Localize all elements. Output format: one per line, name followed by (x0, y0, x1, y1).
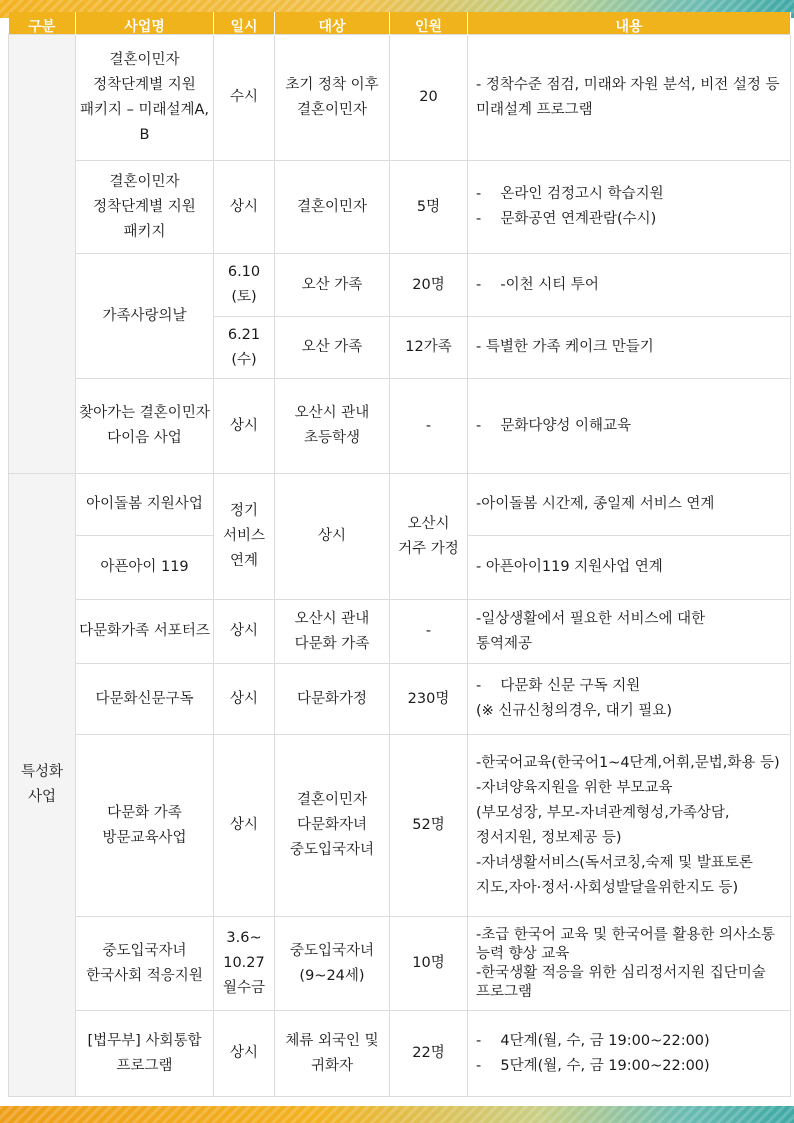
table-row (9, 735, 791, 917)
row-target: 오산 가족 (275, 254, 390, 317)
row-content (468, 600, 791, 664)
row-name: 다문화신문구독 (76, 664, 214, 735)
row-name: 다문화가족 서포터즈 (76, 600, 214, 664)
row-date: 수시 (214, 35, 275, 161)
row-count: - (390, 600, 468, 664)
table-row (9, 35, 791, 161)
row-name: 아이돌봄 지원사업 (76, 474, 214, 536)
row-target: 결혼이민자 다문화자녀 중도입국자녀 (275, 735, 390, 917)
content-line: 지도,자아·정서·사회성발달을위한지도 등) (476, 879, 739, 896)
row-count: 22명 (390, 1011, 468, 1097)
table-row (9, 379, 791, 474)
content-line: 정서지원, 정보제공 등) (476, 829, 622, 846)
content-line: - 특별한 가족 케이크 만들기 (476, 339, 654, 355)
row-date: 정기 서비스 연계 (214, 474, 275, 600)
content-line: - -이천 시티 투어 (476, 276, 599, 293)
content-line: -자녀생활서비스(독서코칭,숙제 및 발표토론 (476, 854, 753, 871)
row-count: 230명 (390, 664, 468, 735)
row-name: [법무부] 사회통합 프로그램 (76, 1011, 214, 1097)
table-header-row (9, 12, 791, 35)
table-row (9, 254, 791, 317)
row-name: 아픈아이 119 (76, 536, 214, 600)
content-line: -초급 한국어 교육 및 한국어를 활용한 의사소통 능력 향상 교육 (476, 926, 776, 962)
header-gubun: 구분 (9, 12, 76, 35)
content-line: -한국어교육(한국어1~4단계,어휘,문법,화용 등) (476, 754, 780, 771)
row-count: - (390, 379, 468, 474)
table-row (9, 600, 791, 664)
row-name: 결혼이민자 정착단계별 지원 패키지 – 미래설계A, B (76, 35, 214, 161)
table-row (9, 1011, 791, 1097)
row-date: 상시 (214, 161, 275, 254)
table-row (9, 917, 791, 1011)
row-date: 상시 (214, 664, 275, 735)
content-line: - 정착수준 점검, 미래와 자원 분석, 비전 설정 등 미래설계 프로그램 (476, 76, 780, 118)
content-line: - 4단계(월, 수, 금 19:00~22:00) (476, 1032, 710, 1049)
gubun-special: 특성화 사업 (9, 474, 76, 1097)
row-target: 중도입국자녀 (9~24세) (275, 917, 390, 1011)
row-name: 결혼이민자 정착단계별 지원 패키지 (76, 161, 214, 254)
row-content (468, 536, 791, 600)
content-line: -아이돌봄 시간제, 종일제 서비스 연계 (476, 496, 715, 512)
gubun-cell-blank (9, 35, 76, 474)
row-name: 찾아가는 결혼이민자 다이음 사업 (76, 379, 214, 474)
row-name: 가족사랑의날 (76, 254, 214, 379)
row-date: 6.21 (수) (214, 317, 275, 379)
row-target: 오산시 관내 다문화 가족 (275, 600, 390, 664)
row-count: 12가족 (390, 317, 468, 379)
row-target: 결혼이민자 (275, 161, 390, 254)
row-content (468, 664, 791, 735)
row-count: 20명 (390, 254, 468, 317)
content-line: - 온라인 검정고시 학습지원 (476, 186, 664, 202)
row-content (468, 474, 791, 536)
row-count: 5명 (390, 161, 468, 254)
table-row (9, 161, 791, 254)
program-table (8, 12, 791, 1097)
content-line: -일상생활에서 필요한 서비스에 대한 (476, 610, 706, 627)
row-name: 중도입국자녀 한국사회 적응지원 (76, 917, 214, 1011)
row-date: 상시 (214, 379, 275, 474)
row-content (468, 317, 791, 379)
row-date: 상시 (214, 1011, 275, 1097)
content-line: 통역제공 (476, 635, 533, 652)
row-target: 오산시 관내 초등학생 (275, 379, 390, 474)
content-line: -한국생활 적응을 위한 심리정서지원 집단미술 프로그램 (476, 964, 766, 1000)
table-row (9, 474, 791, 536)
row-date: 3.6~ 10.27 월수금 (214, 917, 275, 1011)
header-target: 대상 (275, 12, 390, 35)
content-line: - 문화공연 연계관람(수시) (476, 211, 657, 227)
row-content (468, 161, 791, 254)
row-content (468, 379, 791, 474)
row-date: 상시 (214, 600, 275, 664)
row-date: 상시 (214, 735, 275, 917)
row-target: 다문화가정 (275, 664, 390, 735)
content-line: (부모성장, 부모-자녀관계형성,가족상담, (476, 804, 730, 821)
row-content (468, 254, 791, 317)
row-target: 오산 가족 (275, 317, 390, 379)
content-line: (※ 신규신청의경우, 대기 필요) (476, 703, 672, 719)
row-target: 상시 (275, 474, 390, 600)
header-date: 일시 (214, 12, 275, 35)
row-content (468, 1011, 791, 1097)
row-count: 52명 (390, 735, 468, 917)
header-content: 내용 (468, 12, 791, 35)
row-count: 오산시 거주 가정 (390, 474, 468, 600)
row-count: 10명 (390, 917, 468, 1011)
row-content (468, 735, 791, 917)
content-line: - 문화다양성 이해교육 (476, 417, 632, 434)
row-target: 체류 외국인 및 귀화자 (275, 1011, 390, 1097)
content-line: -자녀양육지원을 위한 부모교육 (476, 779, 673, 796)
bottom-decorative-band (0, 1106, 794, 1123)
table-row (9, 664, 791, 735)
content-line: - 5단계(월, 수, 금 19:00~22:00) (476, 1057, 710, 1074)
header-count: 인원 (390, 12, 468, 35)
content-line: - 아픈아이119 지원사업 연계 (476, 559, 663, 575)
row-count: 20 (390, 35, 468, 161)
row-name: 다문화 가족 방문교육사업 (76, 735, 214, 917)
row-content (468, 35, 791, 161)
header-name: 사업명 (76, 12, 214, 35)
row-content (468, 917, 791, 1011)
row-date: 6.10 (토) (214, 254, 275, 317)
row-target: 초기 정착 이후 결혼이민자 (275, 35, 390, 161)
content-line: - 다문화 신문 구독 지원 (476, 678, 641, 694)
